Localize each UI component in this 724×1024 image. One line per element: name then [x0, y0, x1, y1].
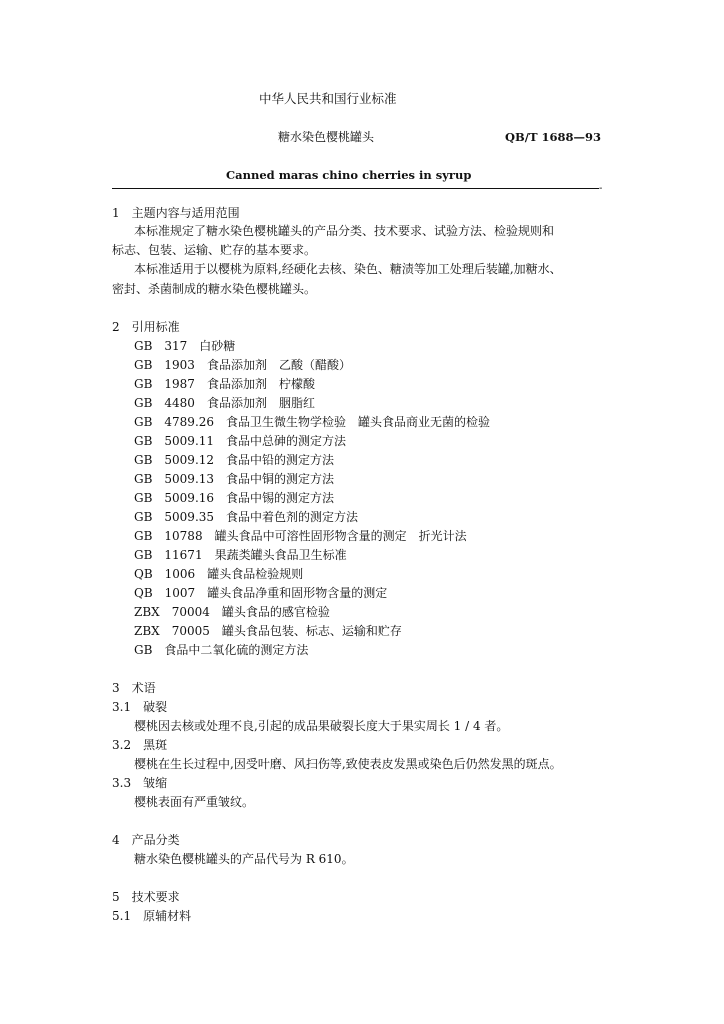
section-1-para-1-line-1: 本标准规定了糖水染色樱桃罐头的产品分类、技术要求、试验方法、检验规则和: [134, 224, 555, 238]
reference-item: GB 5009.12 食品中铅的测定方法: [134, 453, 335, 467]
english-title: Canned maras chino cherries in syrup: [226, 168, 472, 182]
reference-item: ZBX 70005 罐头食品包装、标志、运输和贮存: [134, 624, 402, 638]
section-1-heading: 1 主题内容与适用范围: [112, 206, 240, 220]
reference-item: GB 5009.11 食品中总砷的测定方法: [134, 434, 347, 448]
header-rule-tail: -: [599, 183, 603, 194]
term-3-1-heading: 3.1 破裂: [112, 700, 168, 714]
reference-item: QB 1007 罐头食品净重和固形物含量的测定: [134, 586, 388, 600]
term-3-2-heading: 3.2 黑斑: [112, 738, 168, 752]
section-4-body: 糖水染色樱桃罐头的产品代号为 R 610。: [134, 852, 354, 866]
reference-item: GB 10788 罐头食品中可溶性固形物含量的测定 折光计法: [134, 529, 467, 543]
reference-item: GB 5009.35 食品中着色剂的测定方法: [134, 510, 359, 524]
term-3-2-definition: 樱桃在生长过程中,因受叶磨、风扫伤等,致使表皮发黑或染色后仍然发黑的斑点。: [134, 757, 562, 771]
section-1-para-1-line-2: 标志、包装、运输、贮存的基本要求。: [112, 243, 317, 257]
section-1-para-2-line-2: 密封、杀菌制成的糖水染色樱桃罐头。: [112, 282, 317, 296]
reference-item: GB 5009.13 食品中铜的测定方法: [134, 472, 335, 486]
subsection-5-1-heading: 5.1 原辅材料: [112, 909, 192, 923]
header-rule: [112, 188, 599, 189]
section-4-heading: 4 产品分类: [112, 833, 180, 847]
section-3-heading: 3 术语: [112, 681, 156, 695]
reference-item: GB 317 白砂糖: [134, 339, 236, 353]
term-3-1-definition: 樱桃因去核或处理不良,引起的成品果破裂长度大于果实周长 1 / 4 者。: [134, 719, 509, 733]
reference-item: GB 5009.16 食品中锡的测定方法: [134, 491, 335, 505]
reference-item: GB 4480 食品添加剂 胭脂红: [134, 396, 315, 410]
reference-item: GB 4789.26 食品卫生微生物学检验 罐头食品商业无菌的检验: [134, 415, 491, 429]
term-3-3-heading: 3.3 皱缩: [112, 776, 168, 790]
reference-item: GB 食品中二氧化硫的测定方法: [134, 643, 309, 657]
reference-item: QB 1006 罐头食品检验规则: [134, 567, 304, 581]
reference-item: GB 11671 果蔬类罐头食品卫生标准: [134, 548, 347, 562]
standard-code: QB/T 1688—93: [505, 130, 602, 144]
section-1-para-2-line-1: 本标准适用于以樱桃为原料,经硬化去核、染色、糖渍等加工处理后装罐,加糖水、: [134, 262, 562, 276]
reference-item: GB 1903 食品添加剂 乙酸（醋酸）: [134, 358, 351, 372]
section-2-heading: 2 引用标准: [112, 320, 180, 334]
section-5-heading: 5 技术要求: [112, 890, 180, 904]
reference-item: ZBX 70004 罐头食品的感官检验: [134, 605, 330, 619]
term-3-3-definition: 樱桃表面有严重皱纹。: [134, 795, 255, 809]
document-title: 糖水染色樱桃罐头: [278, 130, 375, 144]
reference-item: GB 1987 食品添加剂 柠檬酸: [134, 377, 315, 391]
standard-category: 中华人民共和国行业标准: [259, 91, 397, 106]
